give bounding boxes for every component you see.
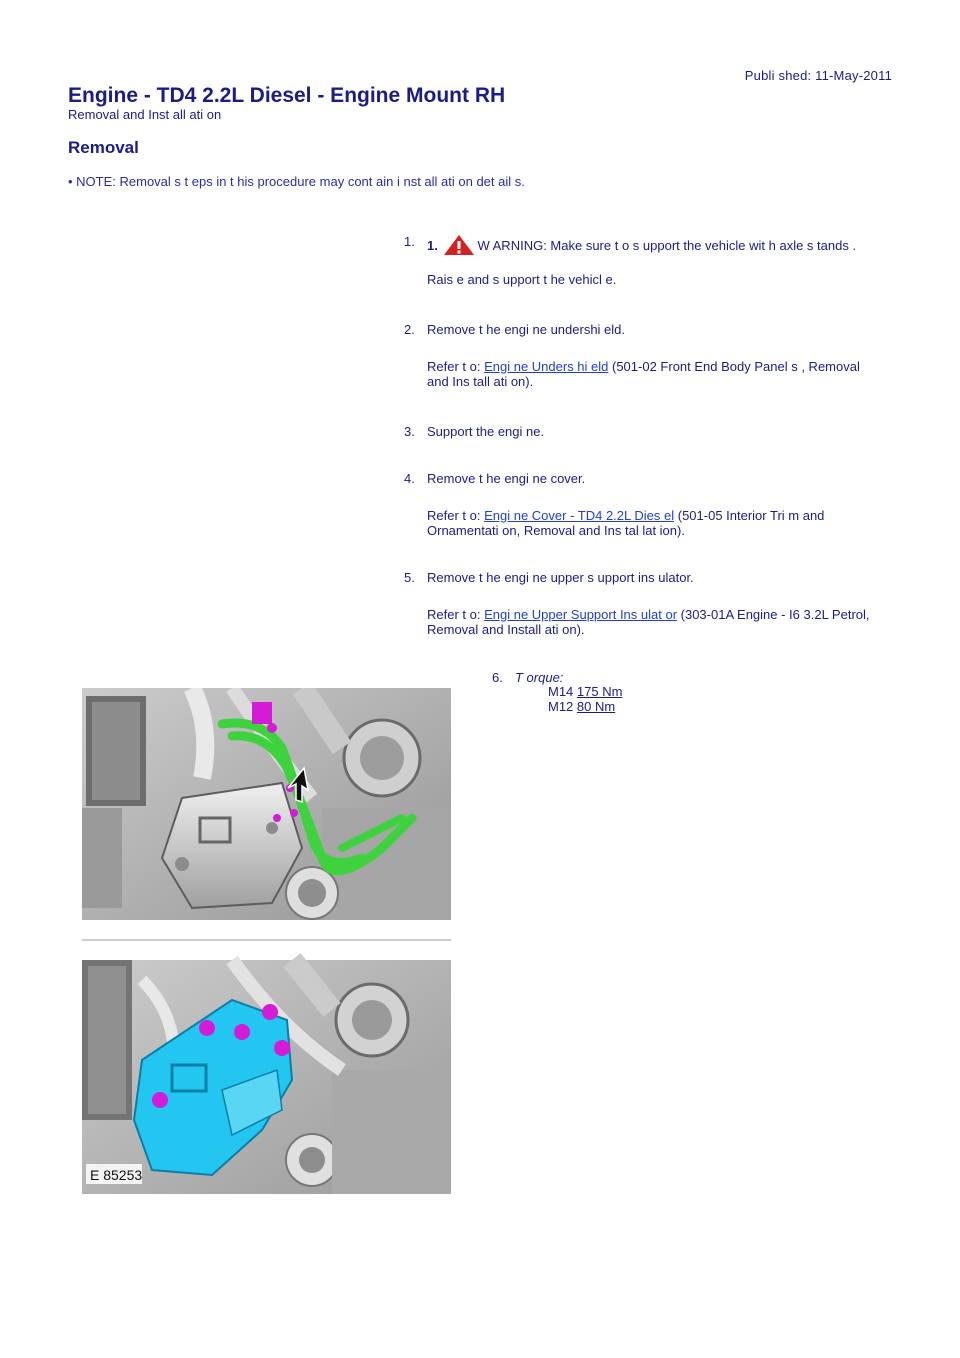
step-body [427,424,882,439]
removal-note: • NOTE: Removal s t eps in t his procedure may cont ain i nst all ati on det ail s. [68,174,525,189]
torque-value: 80 Nm [576,699,616,714]
section-heading-removal: Removal [68,138,139,157]
step-number: 4. [404,471,415,486]
step-body [427,234,882,287]
refer-prefix: Refer t o: [427,359,485,374]
step-body [427,570,882,637]
bolt-size: M12 [548,699,577,714]
torque-value: 175 Nm [576,684,623,699]
step-text: Remove t he engi ne undershi eld. [427,322,626,337]
torque-row-m12 [548,699,615,714]
step-text: Remove t he engi ne cover. [427,471,586,486]
step-number: 5. [404,570,415,585]
step-text: Support the engi ne. [427,424,545,439]
step-body [427,471,882,538]
torque-label: T orque: [515,670,564,685]
step-body [427,322,882,389]
upper-view-panel [82,688,451,920]
warning-icon [443,234,475,259]
link-engine-cover[interactable]: Engi ne Cover - TD4 2.2L Dies el [484,508,675,523]
refer-suffix: (501-02 Front End Body Panel s , Removal and Ins tall ati on). [427,359,860,389]
published-date: Publi shed: 11-May-2011 [744,68,892,83]
refer-line [427,508,882,538]
warning-text: W ARNING: Make sure t o s upport the vehicle wit h axle s tands . [477,238,857,253]
step-text: Remove t he engi ne upper s upport ins ulator. [427,570,694,585]
refer-prefix: Refer t o: [427,508,485,523]
refer-prefix: Refer t o: [427,607,485,622]
link-engine-undershield[interactable]: Engi ne Unders hi eld [484,359,609,374]
engine-mount-illustration [82,688,451,1194]
lower-view-panel [82,960,451,1194]
step-number: 2. [404,322,415,337]
step-number: 6. [492,670,503,685]
torque-row-m14 [548,684,622,699]
step-number: 1. [404,234,415,249]
link-engine-upper-support-insulator[interactable]: Engi ne Upper Support Ins ulat or [484,607,678,622]
refer-line [427,607,882,637]
warning-line [427,234,882,259]
page-title: Engine - TD4 2.2L Diesel - Engine Mount RH [68,84,506,107]
page-subtitle: Removal and Inst all ati on [68,107,222,122]
figure-code: E 85253 [90,1167,143,1183]
step-lead: 1. [427,238,438,253]
bolt-size: M14 [548,684,577,699]
refer-line [427,359,882,389]
refer-suffix: (303-01A Engine - I6 3.2L Petrol, Removal and Install ati on). [427,607,870,637]
step-number: 3. [404,424,415,439]
refer-suffix: (501-05 Interior Tri m and Ornamentati on, Removal and Ins tal lat ion). [427,508,825,538]
step-text: Rais e and s upport t he vehicl e. [427,272,617,287]
step-6-torque [492,670,623,714]
